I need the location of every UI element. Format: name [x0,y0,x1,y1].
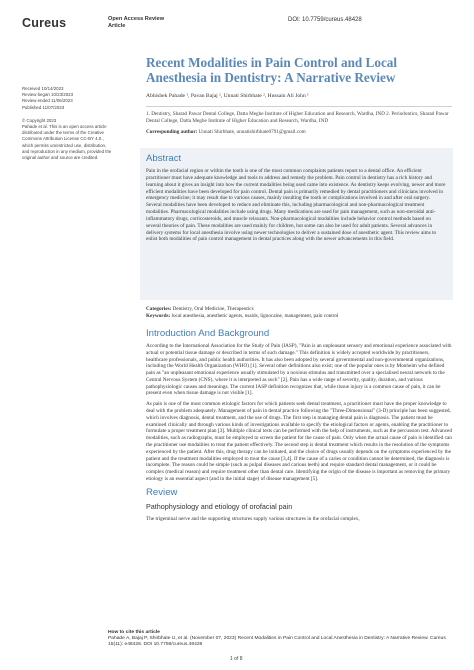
divider [146,106,452,107]
article-body [146,328,452,526]
abstract-text: Pain in the orofacial region or within the tooth is one of the most common complaints patients report to a dental office. An efficient practitioner must have adequate knowledge and tools to address and remedy the problem. Pain control in dentistry has a rich history and learning about it gives an insight into how the current modalities being used came into existence. As dentistry keeps evolving, newer and more efficient modalities have been developed for pain control. Dental pain is primarily remedied by dental practitioners and clinicians involved in emergency medicine; it may result due to various causes, mainly insulting the tooth or complications involved in and after oral surgery. Several modalities have been developed to reduce and eliminate this, including pharmacological and non-pharmacological treatment modalities. Pharmacological modalities include using drugs. Many medications are used for pain management, such as non-steroidal anti-inflammatory drugs, corticosteroids, and muscle relaxants. Non-pharmacological modalities include behavior control methods based on several theories of pain. These modalities are used mainly for children, but some can also be used for adult patients. Several advances in delivery systems for local anesthesia involve using newer technologies to deliver a sustained dose of anesthetic agent. This review aims to enlist both modalities of pain control management in dental practices along with the newer advancements in this field. [146,168,446,243]
published-date: Published 11/07/2023 [22,104,65,110]
received-date: Received 10/14/2023 [22,86,64,91]
article-header [146,55,452,136]
article-title: Recent Modalities in Pain Control and Local Anesthesia in Dentistry: A Narrative Review [146,55,398,85]
intro-heading: Introduction And Background [146,328,270,339]
page-number: 1 of 8 [230,656,243,662]
doi[interactable]: DOI: 10.7759/cureus.48428 [288,17,362,23]
categories-value[interactable]: Dentistry, Oral Medicine, Therapeutics [172,306,254,312]
abstract-box [140,148,453,300]
citation-footer [108,630,458,649]
license-text: Pahade et al. This is an open access article distributed under the terms of the Creative Commons Attribution License CC-BY 4.0., which permits unrestricted use, distribution, and reproduction in any medium, provided the original author and source are credited. [22,124,112,161]
keywords-label: Keywords: [146,312,171,319]
abstract-heading: Abstract [146,153,182,164]
author-list[interactable]: Abhishek Pahade ¹, Pavan Bajaj ², Unnati Shirbhate ², Hussain Ali John ¹ [146,93,309,99]
review-paragraph-1: The trigeminal nerve and the supporting structures supply various structures in the orofacial complex, [146,515,360,522]
cite-label: How to cite this article [108,630,160,635]
sidebar-history [22,86,114,161]
article-type-line2: Article [108,23,126,29]
copyright: © Copyright 2023 [22,117,57,123]
corresponding-label: Corresponding author: [146,129,198,136]
categories-label: Categories: [146,306,172,312]
journal-logo: Cureus [22,16,67,30]
keywords-value: local anesthesia, anesthetic agents, nsaids, lignocaine, management, pain control [171,312,339,319]
article-type [108,16,164,30]
review-heading: Review [146,486,178,498]
review-began-date: Review began 10/23/2023 [22,92,74,98]
corresponding-author [146,129,452,136]
intro-paragraph-1: According to the International Association for the Study of Pain (IASP), "Pain is an unpleasant sensory and emotional experience associated with actual or potential tissue damage or described in terms of such damage." This definition is widely accepted worldwide by practitioners, healthcare professionals, and public health authorities. It has also been adopted by several governmental and non-governmental organizations, including the World Health Organization (WHO) [1]. Several other definitions also exist; one of the popular ones is by Monheim who defined pain as "an unpleasant emotional experience usually stimulated by a noxious stimulus and transmitted over a specialised neural network to the Central Nervous System (CNS), where it is interpreted as such" [2]. Pain has a wide range of severity, quality, duration, and various pathophysiologic causes and meanings. The current IASP definition recognizes that, while tissue injury is a common cause of pain, it can be present even when tissue damage is not visible [1]. [146,343,452,397]
review-subheading: Pathophysiology and etiology of orofacial pain [146,501,293,511]
review-ended-date: Review ended 11/06/2023 [22,98,73,104]
article-type-line1: Open Access Review [108,16,165,22]
keywords-block [146,306,452,319]
citation-text: Pahade A, Bajaj P, Shirbhate U, et al. (November 07, 2023) Recent Modalities in Pain Control and Local Anesthesia in Dentistry: A Narrative Review. Cureus 15(11): e48428. DOI 10.7759/cureus.48428 [108,636,446,648]
affiliations: 1. Dentistry, Sharad Pawar Dental College, Datta Meghe Institute of Higher Education and Research, Wardha, IND 2. Periodontics, Sharad Pawar Dental College, Datta Meghe Institute of Higher Education and Research, Wardha, IND [146,111,449,124]
corresponding-value[interactable]: Unnati Shirbhate, unnatishirbhate0791@gmail.com [198,129,306,136]
intro-paragraph-2: As pain is one of the most common etiologic factors for which patients seek dental treatment, a practitioner must have the proper knowledge to deal with the problem adequately. Management of pain in dental practice following the "Three-Dimensional" (3-D) principle has been suggested, which involves diagnosis, dental treatment, and the use of drugs. The first step in managing dental pain is diagnosis. The patient must be examined clinically and through various kinds of investigations available to specify the etiological factors or agents, enabling the practitioner to formulate a proper treatment plan [3]. Multiple clinical tests can be performed with the help of instruments, such as the percussion test. Advanced modalities, such as radiographs, must be employed to screen the patient for the cause of pain. Only when the actual cause of pain is identified can the practitioner use modalities to treat the patient effectively. The second step is dental treatment which results in the resolution of the symptoms experienced by the patient. After this, drug therapy can be initiated, and the choice of drugs usually depends on the symptoms experienced by the patient and the treatment modalities employed to treat the cause [3,4]. If the cause of a caries or condition cannot be determined, the diagnosis is incomplete. The reason could be simple (such as pulpal diseases and carious teeth) and require standard dental management, or it could be complex (medical reason) and require treatment other than dental care. Identifying the origin of the disease is important as removing the primary etiology is an essential aspect (and in the initial stage) of disease management [5]. [146,401,453,482]
